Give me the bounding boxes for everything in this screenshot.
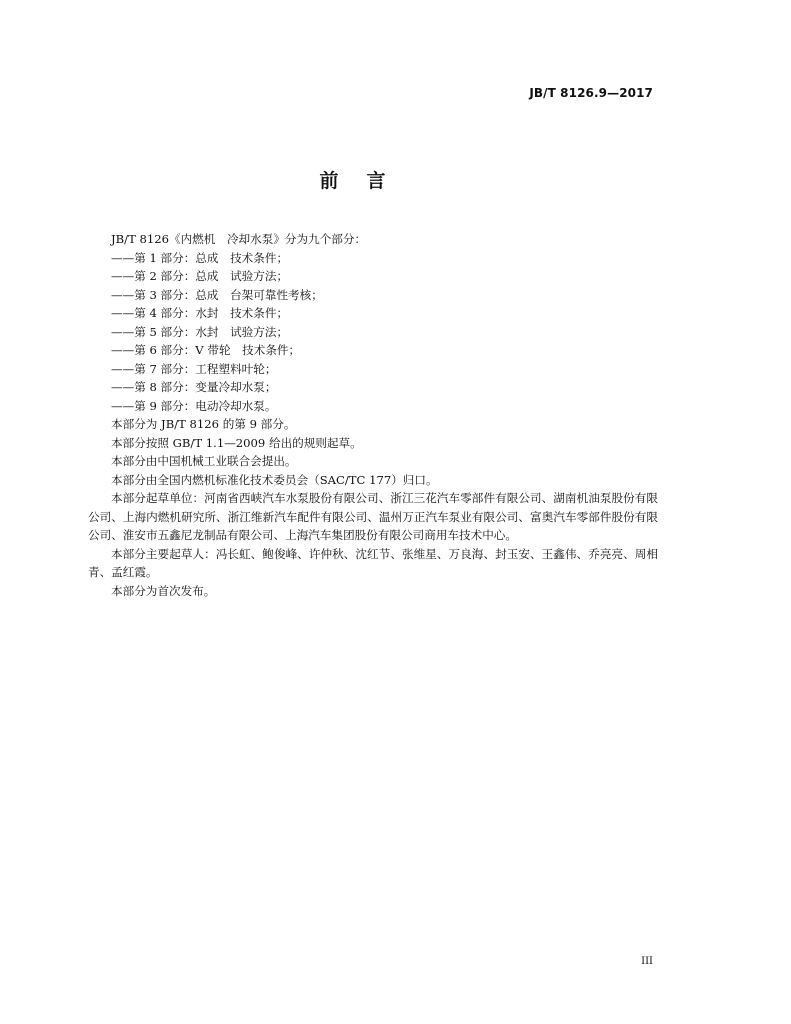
- document-body: [88, 230, 658, 600]
- list-item: ——第 7 部分：工程塑料叶轮；: [111, 361, 277, 376]
- list-item: ——第 6 部分：V 带轮 技术条件；: [111, 343, 301, 357]
- drafting-rule-paragraph: 本部分按照 GB/T 1.1—2009 给出的规则起草。: [111, 435, 362, 450]
- proposer-paragraph: 本部分由中国机械工业联合会提出。: [111, 454, 297, 468]
- page-number: III: [641, 956, 653, 967]
- committee-paragraph: 本部分由全国内燃机标准化技术委员会（SAC/TC 177）归口。: [111, 472, 438, 487]
- list-item: ——第 9 部分：电动冷却水泵。: [111, 398, 277, 413]
- list-item: ——第 3 部分：总成 台架可靠性考核；: [111, 287, 323, 302]
- document-code: JB/T 8126.9—2017: [529, 86, 653, 100]
- intro-paragraph: JB/T 8126《内燃机 冷却水泵》分为九个部分：: [111, 232, 367, 246]
- first-release-paragraph: 本部分为首次发布。: [111, 583, 216, 598]
- parts-list: [88, 249, 658, 416]
- page-title: 前言: [319, 170, 414, 192]
- part-number-paragraph: 本部分为 JB/T 8126 的第 9 部分。: [111, 417, 296, 431]
- list-item: ——第 8 部分：变量冷却水泵；: [111, 380, 277, 394]
- list-item: ——第 2 部分：总成 试验方法；: [111, 269, 289, 283]
- list-item: ——第 4 部分：水封 技术条件；: [111, 306, 289, 320]
- drafting-units-paragraph: 本部分起草单位：河南省西峡汽车水泵股份有限公司、浙江三花汽车零部件有限公司、湖南机油泵股份有限公司、上海内燃机研究所、浙江维新汽车配件有限公司、温州万正汽车泵业有限公司、富奥汽车零部件股份有限公司、淮安市五鑫尼龙制品有限公司、上海汽车集团股份有限公司商用车技术中心。: [88, 491, 658, 542]
- drafters-paragraph: 本部分主要起草人：冯长虹、鲍俊峰、许仲秋、沈红节、张维星、万良海、封玉安、王鑫伟、乔亮亮、周相青、孟红霞。: [88, 546, 658, 579]
- list-item: ——第 5 部分：水封 试验方法；: [111, 324, 289, 339]
- list-item: ——第 1 部分：总成 技术条件；: [111, 250, 289, 265]
